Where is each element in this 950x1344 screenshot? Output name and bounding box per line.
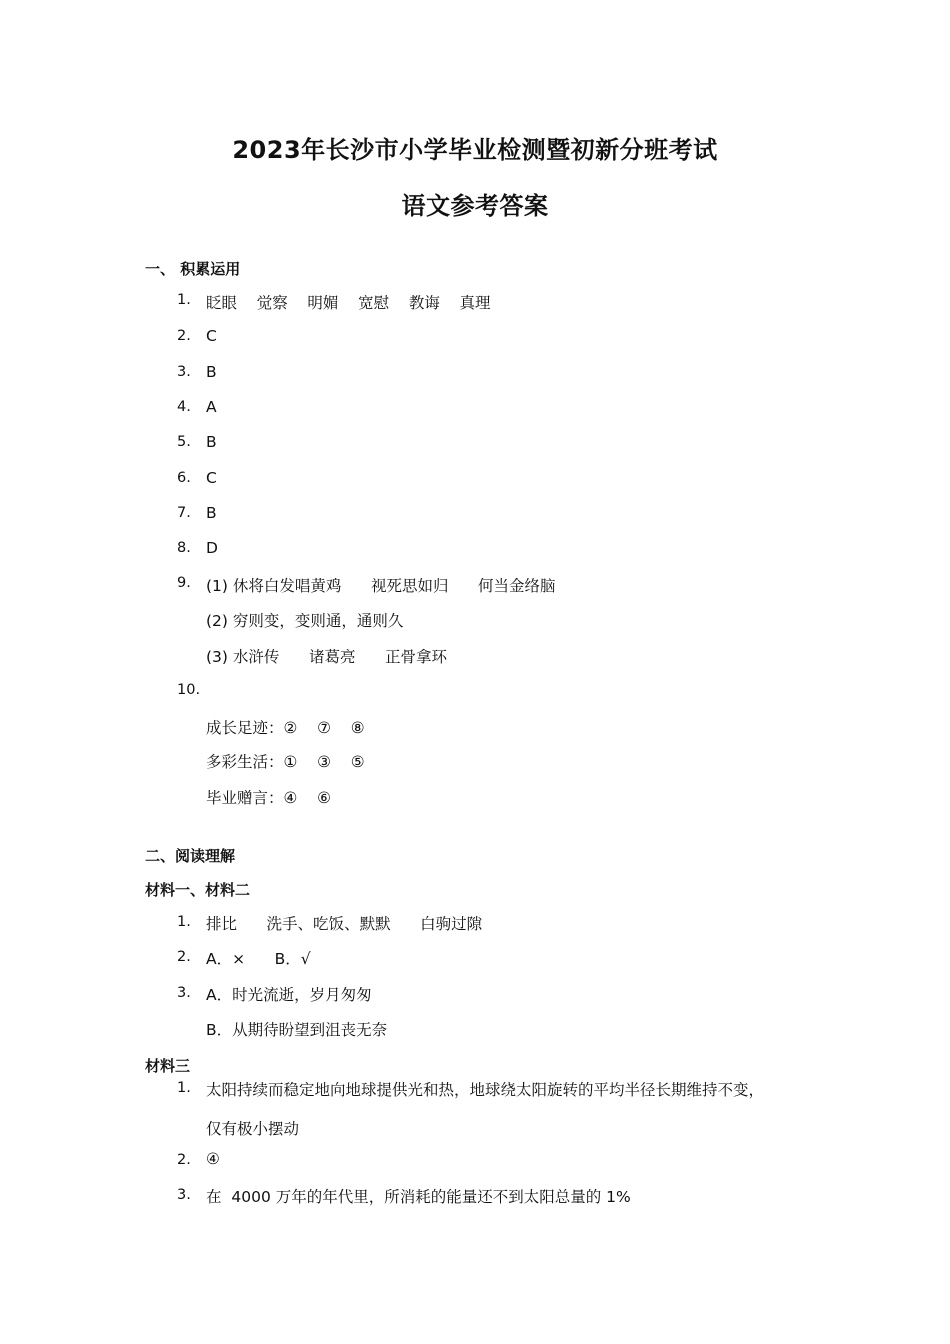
q1-answer: 眨眼 觉察 明媚 宽慰 教诲 真理 (206, 294, 491, 312)
q2-number: 2. (177, 328, 191, 344)
q6-answer: C (206, 469, 217, 487)
q6-number: 6. (177, 470, 191, 486)
q9-number: 9. (177, 575, 191, 591)
m12-q2-number: 2. (177, 949, 191, 965)
q9-answer-1: (1) 休将白发唱黄鸡 视死思如归 何当金络脑 (206, 577, 556, 595)
q2-answer: C (206, 327, 217, 345)
m3-q1-answer-line2: 仅有极小摆动 (206, 1120, 300, 1138)
m12-q1-number: 1. (177, 914, 191, 930)
q10-answer-3: 毕业赠言：④ ⑥ (206, 789, 331, 807)
m12-q2-answer: A．× B．√ (206, 950, 311, 968)
q1-number: 1. (177, 292, 191, 308)
section-2-heading: 二、阅读理解 (145, 847, 236, 865)
q8-answer: D (206, 539, 218, 557)
m12-q1-answer: 排比 洗手、吃饭、默默 白驹过隙 (206, 915, 483, 933)
q4-number: 4. (177, 399, 191, 415)
m12-q3-answer-a: A．时光流逝，岁月匆匆 (206, 986, 372, 1004)
q9-answer-3: (3) 水浒传 诸葛亮 正骨拿环 (206, 648, 448, 666)
m3-q2-number: 2. (177, 1152, 191, 1168)
m3-q3-answer: 在 4000 万年的年代里，所消耗的能量还不到太阳总量的 1% (206, 1188, 631, 1206)
document-title: 2023年长沙市小学毕业检测暨初新分班考试 (232, 136, 718, 164)
material-3-heading: 材料三 (145, 1057, 191, 1075)
q10-number: 10. (177, 682, 201, 698)
m3-q1-number: 1. (177, 1080, 191, 1096)
q8-number: 8. (177, 540, 191, 556)
q3-number: 3. (177, 364, 191, 380)
m3-q3-number: 3. (177, 1187, 191, 1203)
q3-answer: B (206, 363, 217, 381)
q4-answer: A (206, 398, 217, 416)
q7-number: 7. (177, 505, 191, 521)
q5-number: 5. (177, 434, 191, 450)
q5-answer: B (206, 433, 217, 451)
m3-q2-answer: ④ (206, 1150, 220, 1168)
material-1-2-heading: 材料一、材料二 (145, 881, 251, 899)
q10-answer-2: 多彩生活：① ③ ⑤ (206, 753, 365, 771)
section-1-heading: 一、 积累运用 (145, 260, 241, 278)
m12-q3-number: 3. (177, 985, 191, 1001)
document-subtitle: 语文参考答案 (401, 192, 549, 220)
m3-q1-answer-line1: 太阳持续而稳定地向地球提供光和热，地球绕太阳旋转的平均半径长期维持不变， (206, 1081, 765, 1099)
q9-answer-2: (2) 穷则变，变则通，通则久 (206, 612, 404, 630)
m12-q3-answer-b: B．从期待盼望到沮丧无奈 (206, 1021, 388, 1039)
q7-answer: B (206, 504, 217, 522)
q10-answer-1: 成长足迹：② ⑦ ⑧ (206, 719, 365, 737)
